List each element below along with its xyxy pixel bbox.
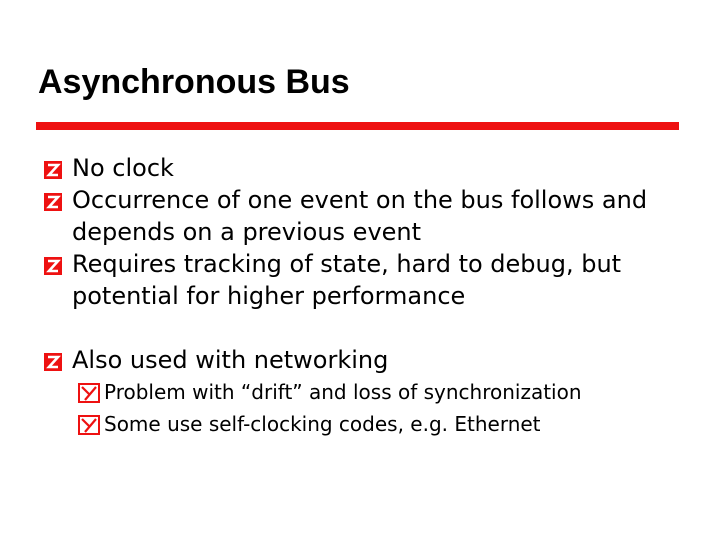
sub-bullet-text: Some use self-clocking codes, e.g. Ethernet: [104, 412, 541, 436]
z-bullet-icon: [44, 193, 62, 211]
bullet-item: [44, 344, 704, 376]
y-checkbox-bullet-icon: [78, 383, 100, 403]
sub-bullet-item: [44, 376, 704, 408]
sub-bullet-text: Problem with “drift” and loss of synchronization: [104, 380, 582, 404]
sub-bullet-item: [44, 408, 704, 440]
z-bullet-icon: [44, 161, 62, 179]
bullet-item: [44, 152, 704, 184]
title-divider: [36, 122, 679, 130]
bullet-item: [44, 248, 704, 312]
y-checkbox-bullet-icon: [78, 415, 100, 435]
bullet-text: Occurrence of one event on the bus follows and depends on a previous event: [72, 186, 648, 246]
z-bullet-icon: [44, 257, 62, 275]
bullet-text: No clock: [72, 154, 174, 182]
bullet-text: Also used with networking: [72, 346, 389, 374]
z-bullet-icon: [44, 353, 62, 371]
bullet-list: [44, 152, 704, 440]
spacer: [44, 312, 704, 344]
bullet-item: [44, 184, 704, 248]
bullet-text: Requires tracking of state, hard to debug, but potential for higher performance: [72, 250, 622, 310]
slide-title: Asynchronous Bus: [38, 63, 350, 101]
